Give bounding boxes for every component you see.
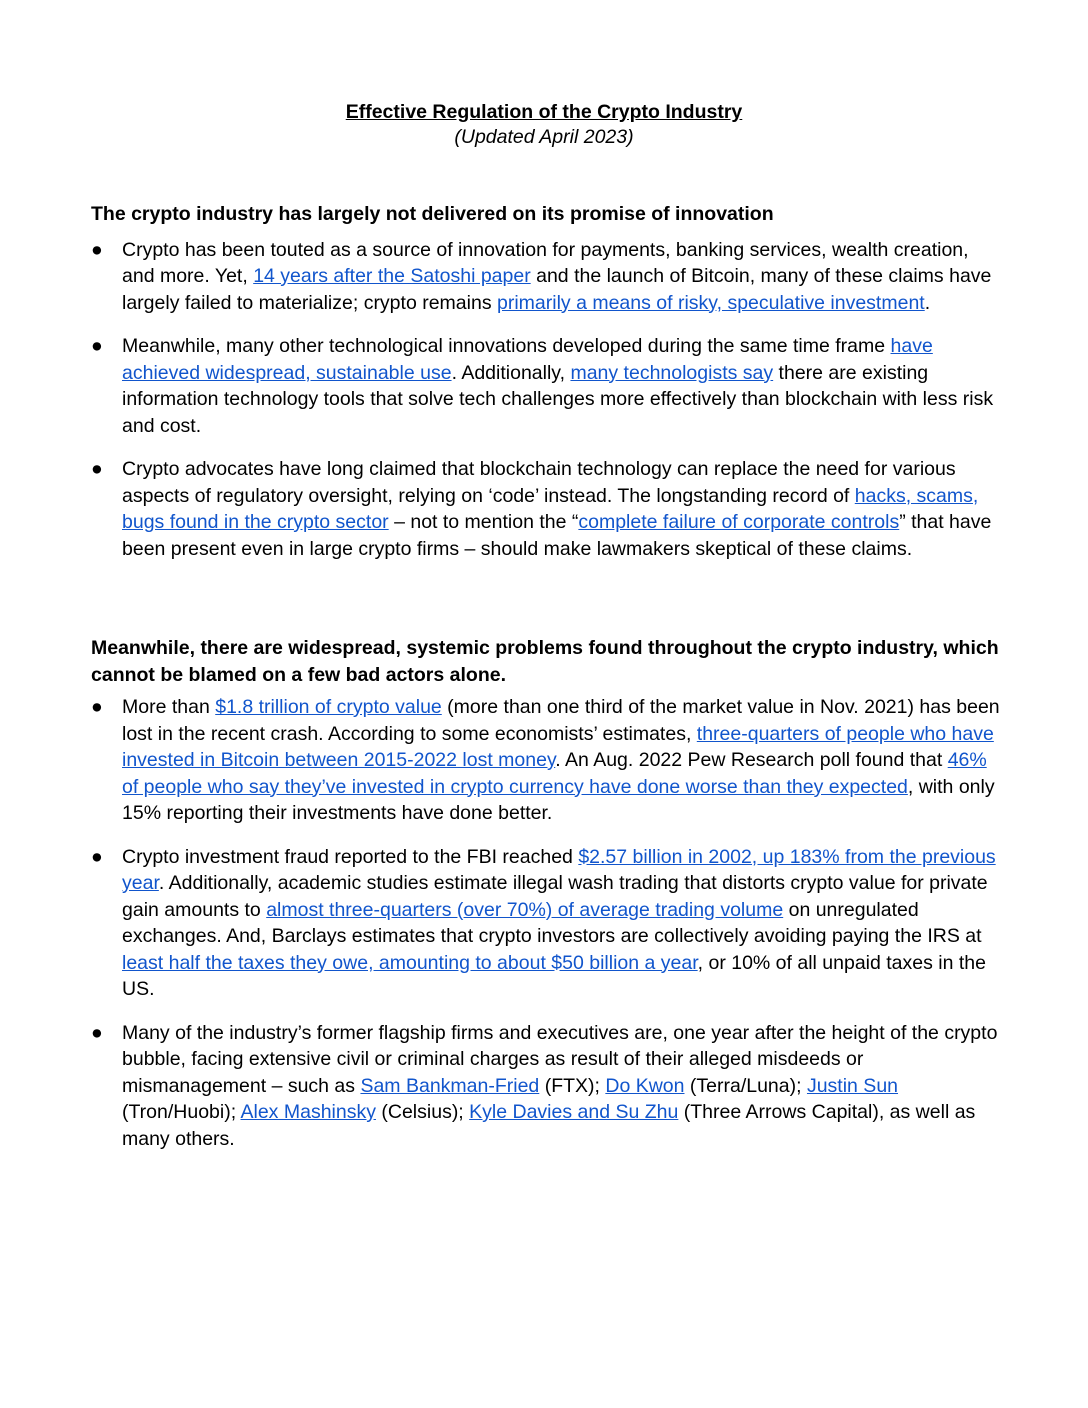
link-justin-sun[interactable]: Justin Sun xyxy=(806,1074,899,1097)
text-run: (Celsius); xyxy=(375,1101,470,1123)
text-run: (Tron/Huobi); xyxy=(122,1101,241,1123)
bullet-icon: ● xyxy=(91,458,103,480)
section-systemic-problems xyxy=(91,635,1001,1152)
text-run: (more than one third of the market value in Nov. 2021) has been lost in the recent crash. According to some economists’ estimates, xyxy=(122,696,1000,745)
text-run: Crypto advocates have long claimed that blockchain technology can replace the need for various aspects of regulatory oversight, relying on ‘code’ instead. The longstanding record of xyxy=(122,458,956,507)
link-alex-mashinsky[interactable]: Alex Mashinsky xyxy=(240,1101,376,1123)
link-technologists-say[interactable]: many technologists say xyxy=(570,361,774,384)
link-crypto-value-lost[interactable]: $1.8 trillion of crypto value xyxy=(215,696,442,718)
link-unpaid-taxes[interactable]: least half the taxes they owe, amounting to about $50 billion a year xyxy=(122,951,698,974)
text-run: – not to mention the “ xyxy=(388,511,579,533)
link-bitcoin-investors-lost-money[interactable]: three-quarters of people who have invested in Bitcoin between 2015-2022 lost money xyxy=(122,722,994,771)
link-hacks-scams-bugs[interactable]: hacks, scams, bugs found in the crypto sector xyxy=(122,484,979,533)
list-item xyxy=(91,694,1001,827)
link-wash-trading[interactable]: almost three-quarters (over 70%) of average trading volume xyxy=(266,898,784,921)
text-run: . An Aug. 2022 Pew Research poll found that xyxy=(555,749,948,771)
text-run: ” that have been present even in large crypto firms – should make lawmakers skeptical of these claims. xyxy=(122,511,992,560)
link-speculative-investment[interactable]: primarily a means of risky, speculative investment xyxy=(497,291,925,314)
text-run: . xyxy=(924,291,931,314)
list-item xyxy=(91,844,1001,1003)
section-heading-systemic-problems: Meanwhile, there are widespread, systemic problems found throughout the crypto industry, which cannot be blamed on a few bad actors alone. xyxy=(91,637,999,686)
bullet-icon: ● xyxy=(91,696,103,718)
text-run: Crypto has been touted as a source of innovation for payments, banking services, wealth creation, and more. Yet, xyxy=(122,238,969,287)
title-block xyxy=(0,100,1088,150)
bullet-icon: ● xyxy=(91,238,103,261)
text-run: (Terra/Luna); xyxy=(684,1074,807,1097)
text-run: on unregulated exchanges. And, Barclays estimates that crypto investors are collectively avoiding paying the IRS at xyxy=(122,898,982,947)
list-item xyxy=(91,456,1001,562)
text-run: (Three Arrows Capital), as well as many others. xyxy=(122,1101,976,1150)
text-run: there are existing information technology tools that solve tech challenges more effectively than blockchain with less risk and cost. xyxy=(122,361,994,437)
section-innovation xyxy=(91,201,1001,562)
text-run: Crypto investment fraud reported to the FBI reached xyxy=(122,845,579,868)
text-run: , with only 15% reporting their investments have done better. xyxy=(122,775,995,824)
text-run: , or 10% of all unpaid taxes in the US. xyxy=(122,951,986,1000)
list-item xyxy=(91,1020,1001,1153)
section-heading-innovation: The crypto industry has largely not delivered on its promise of innovation xyxy=(91,203,774,225)
text-run: More than xyxy=(122,696,216,718)
text-run: and the launch of Bitcoin, many of these claims have largely failed to materialize; crypto remains xyxy=(122,265,992,314)
list-item xyxy=(91,333,1001,439)
link-sam-bankman-fried[interactable]: Sam Bankman-Fried xyxy=(360,1074,540,1097)
link-do-kwon[interactable]: Do Kwon xyxy=(605,1074,685,1097)
text-run: Many of the industry’s former flagship firms and executives are, one year after the height of the crypto bubble, facing extensive civil or criminal charges as result of their alleged misdeeds or mismanagement – such as xyxy=(122,1021,998,1097)
text-run: . Additionally, academic studies estimate illegal wash trading that distorts crypto value for private gain amounts to xyxy=(122,872,988,921)
bullet-icon: ● xyxy=(91,335,103,357)
document-title: Effective Regulation of the Crypto Industry xyxy=(345,101,743,123)
bullet-list-innovation xyxy=(91,237,1001,563)
link-kyle-davies-su-zhu[interactable]: Kyle Davies and Su Zhu xyxy=(469,1101,679,1123)
link-fbi-fraud-report[interactable]: $2.57 billion in 2002, up 183% from the previous year xyxy=(122,845,996,894)
link-satoshi-paper[interactable]: 14 years after the Satoshi paper xyxy=(253,265,531,287)
document-subtitle: (Updated April 2023) xyxy=(454,126,634,148)
link-widespread-use[interactable]: have achieved widespread, sustainable use xyxy=(122,335,933,384)
text-run: Meanwhile, many other technological innovations developed during the same time frame xyxy=(122,335,891,357)
list-item xyxy=(91,237,1001,317)
text-run: (FTX); xyxy=(539,1074,606,1097)
link-corporate-controls[interactable]: complete failure of corporate controls xyxy=(578,511,900,533)
bullet-icon: ● xyxy=(91,1021,103,1044)
bullet-icon: ● xyxy=(91,845,103,868)
link-pew-research-poll[interactable]: 46% of people who say they’ve invested in crypto currency have done worse than they expected xyxy=(122,749,987,798)
text-run: . Additionally, xyxy=(451,361,571,384)
bullet-list-systemic-problems xyxy=(91,694,1001,1152)
